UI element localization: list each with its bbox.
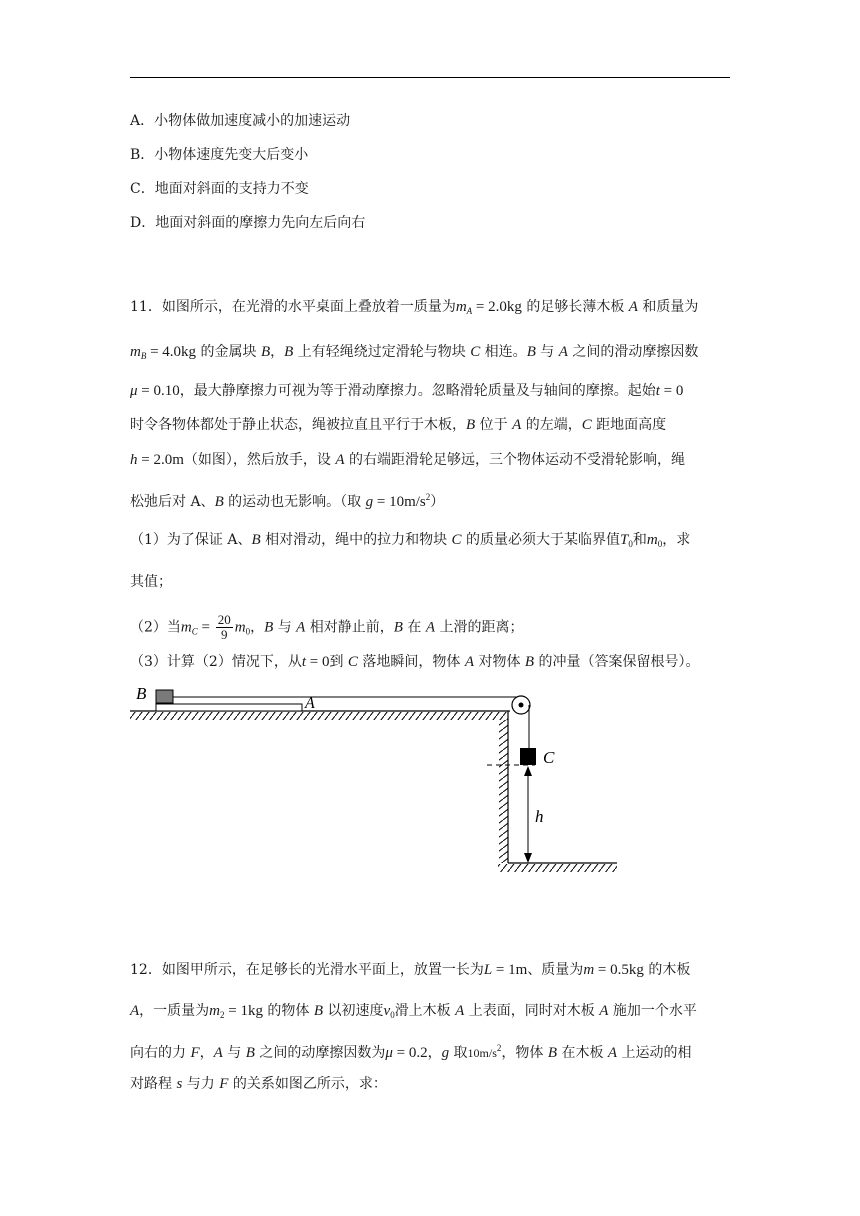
option-a: A．小物体做加速度减小的加速运动 bbox=[130, 113, 351, 129]
q11-line-5: h = 2.0m（如图），然后放手，设 A 的右端距滑轮足够远，三个物体运动不受滑轮影响，绳 bbox=[130, 452, 685, 468]
q11-part-3: （3）计算（2）情况下，从t = 0到 C 落地瞬间，物体 A 对物体 B 的冲量（答案保留根号）。 bbox=[130, 654, 700, 670]
height-arrow-top bbox=[524, 766, 532, 776]
pulley-axle bbox=[519, 703, 524, 708]
label-b: B bbox=[136, 684, 147, 703]
pulley-figure bbox=[125, 680, 625, 880]
q11-line-3: μ = 0.10，最大静摩擦力可视为等于滑动摩擦力。忽略滑轮质量及与轴间的摩擦。起始t = 0 bbox=[130, 383, 684, 399]
plank-a bbox=[156, 704, 302, 711]
q12-line-3: 向右的力 F，A 与 B 之间的动摩擦因数为μ = 0.2，g 取$10m/s^2$，物体 B 在木板 A 上运动的相 bbox=[130, 1043, 692, 1061]
wall-hatch bbox=[499, 720, 508, 863]
q11-part-1-cont: 其值； bbox=[130, 574, 172, 590]
q12-line-1: 12．如图甲所示，在足够长的光滑水平面上，放置一长为L = 1m、质量为m = 0.5kg 的木板 bbox=[130, 962, 691, 978]
q12-line-4: 对路程 s 与力 F 的关系如图乙所示，求： bbox=[130, 1076, 387, 1092]
q11-line-4: 时令各物体都处于静止状态，绳被拉直且平行于木板，B 位于 A 的左端，C 距地面高度 bbox=[130, 417, 667, 433]
q11-part-1: （1）为了保证 A、B 相对滑动，绳中的拉力和物块 C 的质量必须大于某临界值$T_0$和$m_0$，求 bbox=[130, 532, 691, 549]
option-d: D．地面对斜面的摩擦力先向左后向右 bbox=[130, 215, 366, 231]
label-h: h bbox=[535, 807, 544, 826]
label-c: C bbox=[543, 748, 555, 767]
q11-line-6: 松弛后对 A、B 的运动也无影响。（取 $g = 10m/s^2$） bbox=[130, 492, 445, 510]
option-c: C．地面对斜面的支持力不变 bbox=[130, 181, 309, 197]
label-a: A bbox=[305, 695, 315, 712]
option-b: B．小物体速度先变大后变小 bbox=[130, 147, 309, 163]
q11-part-2: （2）当$m_C$ = $\frac{20}{9}$ $m_0$，B 与 A 相对静止前，B 在 A 上滑的距离； bbox=[130, 612, 524, 642]
table-hatch bbox=[130, 712, 508, 720]
height-arrow-bottom bbox=[524, 853, 532, 863]
q11-line-2: $m_B = 4.0kg$ 的金属块 B，B 上有轻绳绕过定滑轮与物块 C 相连。B 与 A 之间的滑动摩擦因数 bbox=[130, 344, 699, 361]
header-rule bbox=[130, 77, 730, 78]
block-b bbox=[156, 690, 173, 703]
q12-line-2: A，一质量为$m_2 = 1kg$ 的物体 B 以初速度$v_0$滑上木板 A 上表面，同时对木板 A 施加一个水平 bbox=[130, 1003, 697, 1020]
block-c bbox=[520, 748, 536, 765]
ground-hatch bbox=[498, 864, 617, 872]
q11-line-1: 11．如图所示，在光滑的水平桌面上叠放着一质量为$m_A = 2.0kg$ 的足够长薄木板 A 和质量为 bbox=[130, 299, 699, 316]
fraction-20-9: $\frac{20}{9}$ bbox=[217, 612, 231, 642]
